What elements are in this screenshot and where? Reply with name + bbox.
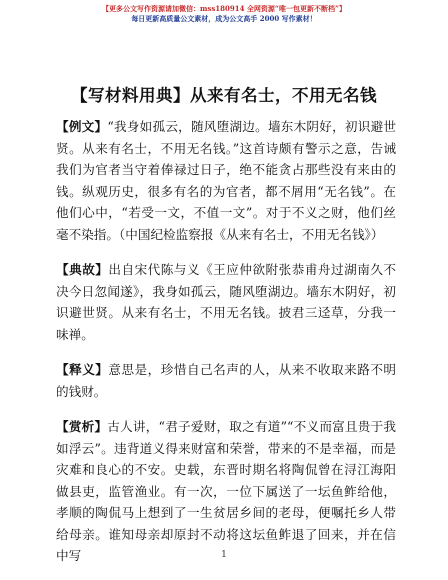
section-tag: 【释义】 — [56, 362, 109, 377]
section-text: “我身如孤云，随风堕湖边。墙东木阴好，初识避世贤。从来有名士，不用无名钱。”这首诗颇有警示之意，告诫我们为官者当守着俸禄过日子，绝不能贪占那些没有来由的钱。纵观历史，很多有名的为官者，都不屑用“无名钱”。在他们心中，“若受一文，不值一文”。对于不义之财，他们丝毫不染指。（中国纪检监察报《从来有名士，不用无名钱》） — [56, 119, 396, 242]
document-body — [56, 116, 396, 567]
section-tag: 【典故】 — [56, 262, 109, 277]
section-example — [56, 116, 396, 245]
section-tag: 【例文】 — [56, 119, 108, 134]
section-meaning — [56, 359, 396, 402]
promo-banner — [0, 4, 448, 24]
section-allusion — [56, 259, 396, 345]
section-text: 出自宋代陈与义《王应仲欲附张恭甫舟过湖南久不决今日忽闻遂》，我身如孤云，随风堕湖边。墙东木阴好，初识避世贤。从来有名士，不用无名钱。披君三迳草，分我一味禅。 — [56, 262, 397, 342]
promo-line-1: 【更多公文写作资源请加微信：mss180914 全网资源“唯一包更新不断档”】 — [101, 4, 346, 13]
section-tag: 【赏析】 — [56, 419, 108, 434]
section-appreciation — [56, 416, 396, 567]
promo-line-2: 每日更新高质量公文素材，成为公文高手 2000 写作素材！ — [131, 14, 317, 23]
document-title: 【写材料用典】从来有名士，不用无名钱 — [71, 86, 377, 105]
section-text: 意思是，珍惜自己名声的人，从来不收取来路不明的钱财。 — [56, 362, 397, 399]
page-number: 1 — [221, 550, 227, 560]
section-text: 古人讲，“君子爱财，取之有道”“不义而富且贵于我如浮云”。违背道义得来财富和荣誉，带来的不是幸福，而是灾难和良心的不安。史载，东晋时期名将陶侃曾在浔江海阳做县吏，监管渔业。有一次，一位下属送了一坛鱼鲊给他，孝顺的陶侃马上想到了一生贫居乡间的老母，便嘱托乡人带给母亲。谁知母亲却原封不动将这坛鱼鲊退了回来，并在信中写 — [56, 419, 396, 563]
